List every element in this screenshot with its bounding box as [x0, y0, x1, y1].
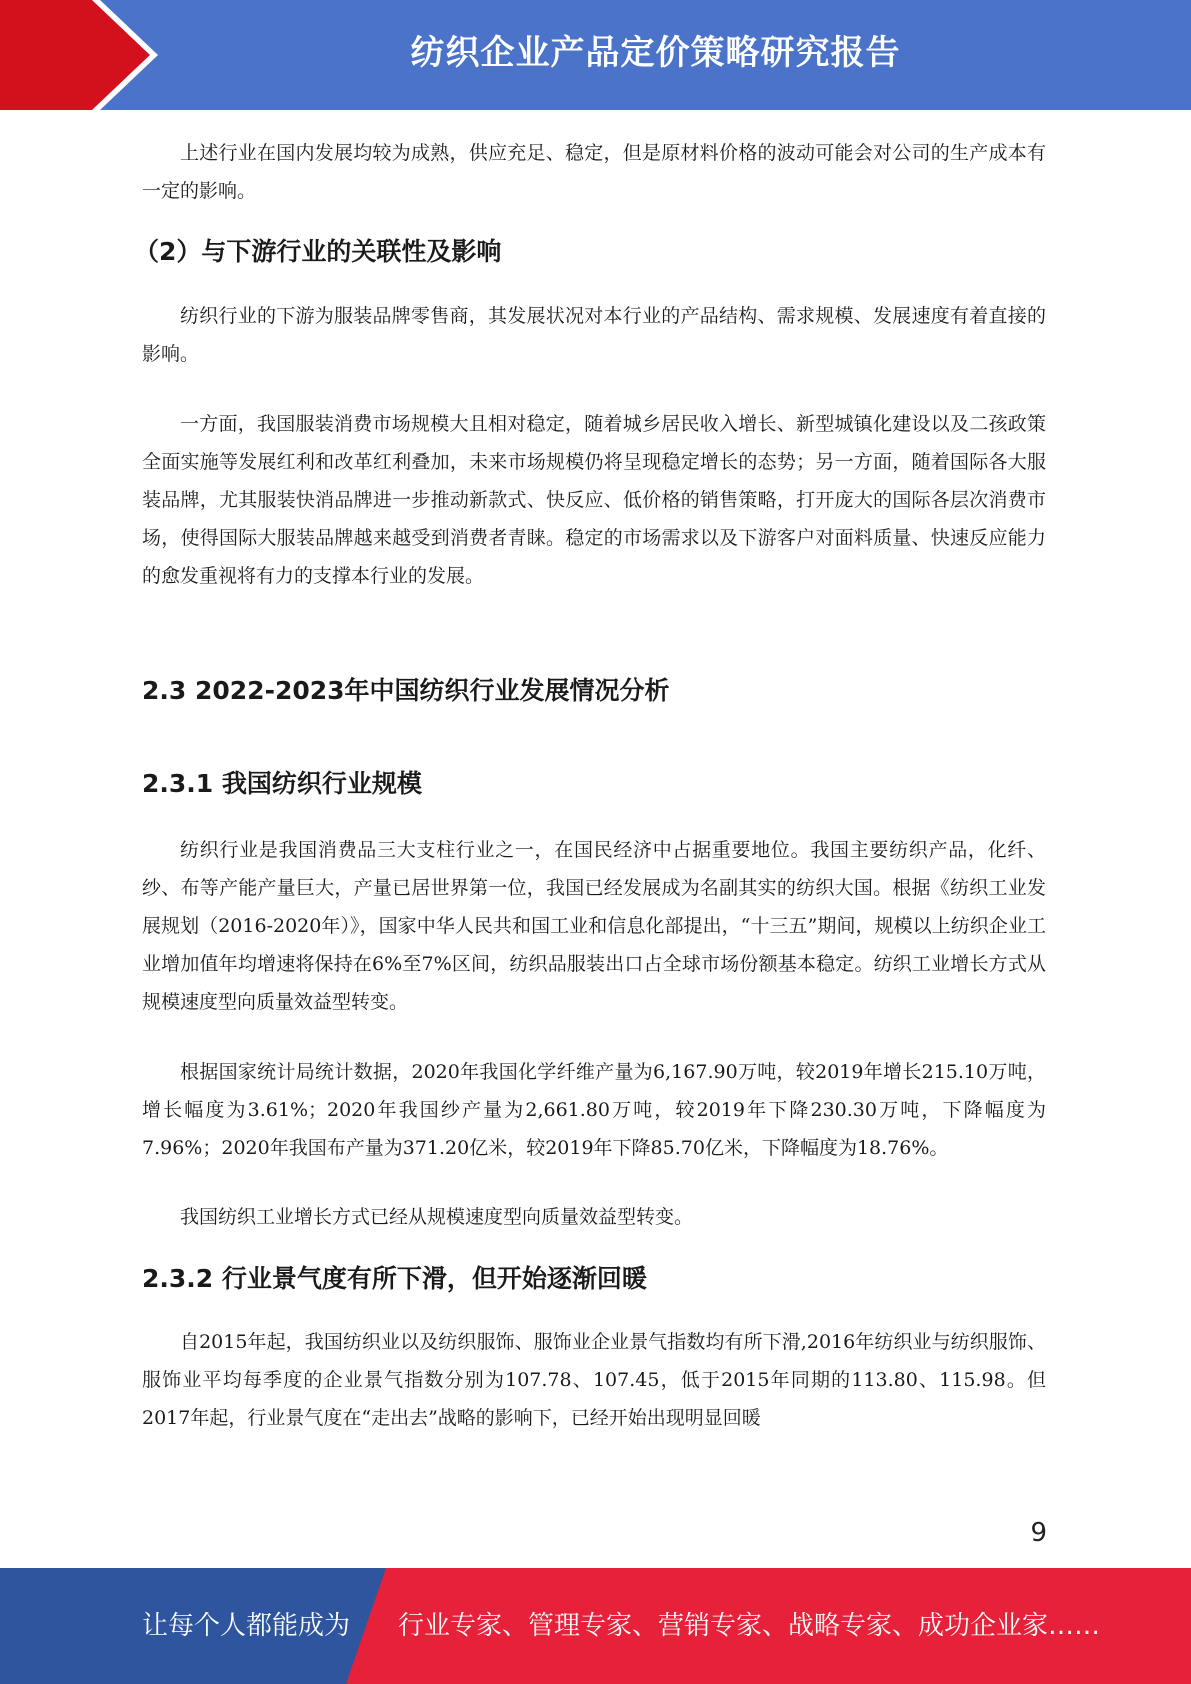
paragraph-growth-mode: 我国纺织工业增长方式已经从规模速度型向质量效益型转变。: [180, 1206, 694, 1228]
footer-slogan-left: 让每个人都能成为: [142, 1611, 351, 1641]
main-content: [134, 134, 1046, 1437]
page-header: [0, 0, 1191, 110]
paragraph-domestic-market: 一方面，我国服装消费市场规模大且相对稳定，随着城乡居民收入增长、新型城镇化建设以及二孩政策全面实施等发展红利和改革红利叠加，未来市场规模仍将呈现稳定增长的态势；另一方面，随着国际各大服装品牌，尤其服装快消品牌进一步推动新款式、快反应、低价格的销售策略，打开庞大的国际各层次消费市场，使得国际大服装品牌越来越受到消费者青睐。稳定的市场需求以及下游客户对面料质量、快速反应能力的愈发重视将有力的支撑本行业的发展。: [142, 413, 1046, 587]
heading-2-3: 2.3 2022-2023年中国纺织行业发展情况分析: [142, 676, 670, 705]
page-number: 9: [1030, 1518, 1047, 1548]
paragraph-statistics: 根据国家统计局统计数据，2020年我国化学纤维产量为6,167.90万吨，较2019年增长215.10万吨，增长幅度为3.61%；2020年我国纱产量为2,661.80万吨，较2019年下降230.30万吨，下降幅度为7.96%；2020年我国布产量为371.20亿米，较2019年下降85.70亿米，下降幅度为18.76%。: [142, 1061, 1046, 1159]
footer-slogan-right: 行业专家、管理专家、营销专家、战略专家、成功企业家……: [398, 1611, 1101, 1641]
paragraph-industry-scale: 纺织行业是我国消费品三大支柱行业之一，在国民经济中占据重要地位。我国主要纺织产品，化纤、纱、布等产能产量巨大，产量已居世界第一位，我国已经发展成为名副其实的纺织大国。根据《纺织工业发展规划（2016-2020年）》，国家中华人民共和国工业和信息化部提出，“十三五”期间，规模以上纺织企业工业增加值年均增速将保持在6%至7%区间，纺织品服装出口占全球市场份额基本稳定。纺织工业增长方式从规模速度型向质量效益型转变。: [142, 839, 1046, 1013]
paragraph-raw-materials: 上述行业在国内发展均较为成熟，供应充足、稳定，但是原材料价格的波动可能会对公司的生产成本有一定的影响。: [142, 142, 1046, 202]
page-footer: [0, 1568, 1191, 1684]
heading-2-3-2: 2.3.2 行业景气度有所下滑，但开始逐渐回暖: [142, 1264, 647, 1293]
heading-downstream: （2）与下游行业的关联性及影响: [134, 237, 502, 266]
heading-2-3-1: 2.3.1 我国纺织行业规模: [142, 769, 422, 798]
paragraph-downstream-intro: 纺织行业的下游为服装品牌零售商，其发展状况对本行业的产品结构、需求规模、发展速度有着直接的影响。: [142, 305, 1046, 365]
report-title: 纺织企业产品定价策略研究报告: [410, 33, 901, 73]
paragraph-prosperity: 自2015年起，我国纺织业以及纺织服饰、服饰业企业景气指数均有所下滑,2016年纺织业与纺织服饰、服饰业平均每季度的企业景气指数分别为107.78、107.45，低于2015年同期的113.80、115.98。但2017年起，行业景气度在“走出去”战略的影响下，已经开始出现明显回暖: [142, 1331, 1046, 1429]
